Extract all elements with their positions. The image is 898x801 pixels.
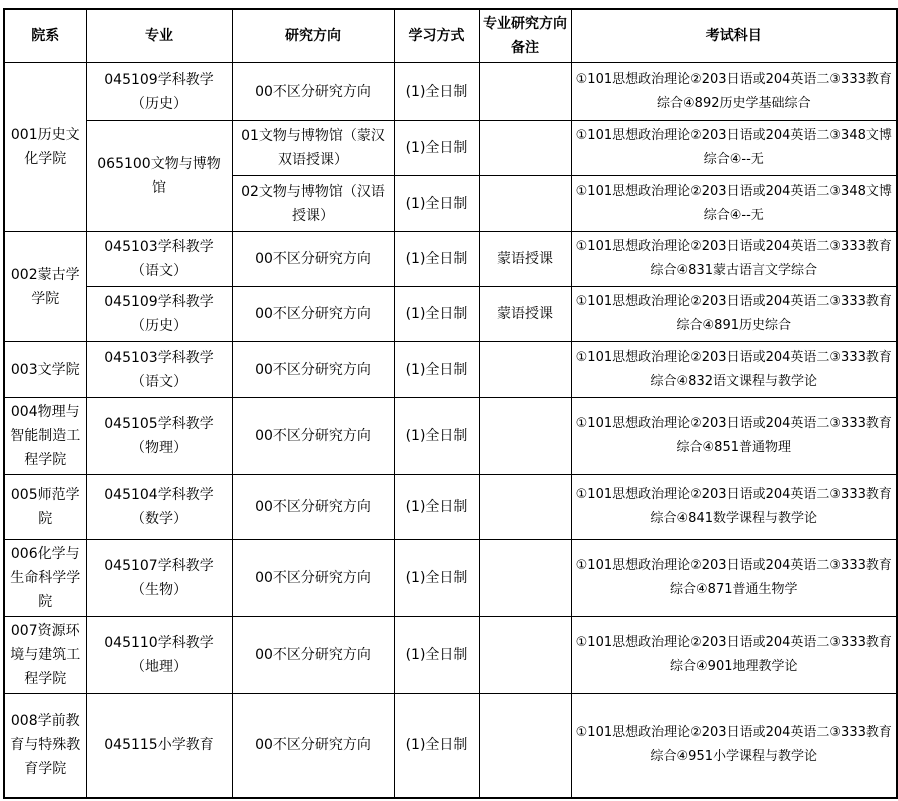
cell-major: 045109学科教学（历史） [86, 63, 232, 121]
cell-note [479, 342, 571, 398]
cell-major: 045103学科教学（语文） [86, 232, 232, 287]
cell-study-mode: (1)全日制 [394, 63, 479, 121]
cell-department: 005师范学院 [4, 475, 86, 540]
cell-direction: 01文物与博物馆（蒙汉双语授课） [232, 121, 394, 176]
cell-direction: 00不区分研究方向 [232, 342, 394, 398]
cell-note [479, 121, 571, 176]
col-header-department: 院系 [4, 9, 86, 63]
cell-exam-subjects: ①101思想政治理论②203日语或204英语二③333教育综合④951小学课程与教学论 [571, 694, 897, 798]
cell-exam-subjects: ①101思想政治理论②203日语或204英语二③333教育综合④851普通物理 [571, 398, 897, 475]
cell-study-mode: (1)全日制 [394, 475, 479, 540]
cell-note [479, 694, 571, 798]
cell-note: 蒙语授课 [479, 232, 571, 287]
cell-major: 045110学科教学（地理） [86, 617, 232, 694]
cell-major: 065100文物与博物馆 [86, 121, 232, 232]
cell-direction: 00不区分研究方向 [232, 63, 394, 121]
cell-note [479, 617, 571, 694]
table-row [4, 342, 897, 398]
table-row [4, 232, 897, 287]
cell-direction: 00不区分研究方向 [232, 398, 394, 475]
cell-exam-subjects: ①101思想政治理论②203日语或204英语二③348文博综合④--无 [571, 121, 897, 176]
cell-study-mode: (1)全日制 [394, 176, 479, 232]
table-row [4, 694, 897, 798]
cell-department: 002蒙古学学院 [4, 232, 86, 342]
cell-exam-subjects: ①101思想政治理论②203日语或204英语二③333教育综合④841数学课程与教学论 [571, 475, 897, 540]
cell-department: 008学前教育与特殊教育学院 [4, 694, 86, 798]
cell-note: 蒙语授课 [479, 287, 571, 342]
cell-major: 045105学科教学（物理） [86, 398, 232, 475]
col-header-exam-subjects: 考试科目 [571, 9, 897, 63]
table-row [4, 121, 897, 176]
cell-major: 045103学科教学（语文） [86, 342, 232, 398]
cell-study-mode: (1)全日制 [394, 398, 479, 475]
col-header-major: 专业 [86, 9, 232, 63]
cell-study-mode: (1)全日制 [394, 232, 479, 287]
cell-direction: 02文物与博物馆（汉语授课） [232, 176, 394, 232]
cell-study-mode: (1)全日制 [394, 342, 479, 398]
cell-note [479, 398, 571, 475]
cell-major: 045109学科教学（历史） [86, 287, 232, 342]
cell-exam-subjects: ①101思想政治理论②203日语或204英语二③333教育综合④871普通生物学 [571, 540, 897, 617]
cell-note [479, 176, 571, 232]
cell-department: 004物理与智能制造工程学院 [4, 398, 86, 475]
table-row [4, 287, 897, 342]
cell-department: 007资源环境与建筑工程学院 [4, 617, 86, 694]
cell-note [479, 475, 571, 540]
cell-direction: 00不区分研究方向 [232, 287, 394, 342]
col-header-direction-note: 专业研究方向备注 [479, 9, 571, 63]
cell-study-mode: (1)全日制 [394, 617, 479, 694]
col-header-study-mode: 学习方式 [394, 9, 479, 63]
cell-exam-subjects: ①101思想政治理论②203日语或204英语二③333教育综合④892历史学基础综合 [571, 63, 897, 121]
admissions-table [3, 8, 898, 799]
cell-note [479, 540, 571, 617]
cell-major: 045115小学教育 [86, 694, 232, 798]
cell-direction: 00不区分研究方向 [232, 617, 394, 694]
cell-exam-subjects: ①101思想政治理论②203日语或204英语二③333教育综合④831蒙古语言文学综合 [571, 232, 897, 287]
cell-major: 045107学科教学（生物） [86, 540, 232, 617]
col-header-research-direction: 研究方向 [232, 9, 394, 63]
table-row [4, 540, 897, 617]
cell-direction: 00不区分研究方向 [232, 540, 394, 617]
cell-study-mode: (1)全日制 [394, 121, 479, 176]
cell-department: 001历史文化学院 [4, 63, 86, 232]
cell-study-mode: (1)全日制 [394, 287, 479, 342]
cell-direction: 00不区分研究方向 [232, 475, 394, 540]
table-row [4, 398, 897, 475]
cell-exam-subjects: ①101思想政治理论②203日语或204英语二③348文博综合④--无 [571, 176, 897, 232]
cell-study-mode: (1)全日制 [394, 694, 479, 798]
cell-note [479, 63, 571, 121]
cell-exam-subjects: ①101思想政治理论②203日语或204英语二③333教育综合④901地理教学论 [571, 617, 897, 694]
table-row [4, 475, 897, 540]
cell-department: 006化学与生命科学学院 [4, 540, 86, 617]
cell-exam-subjects: ①101思想政治理论②203日语或204英语二③333教育综合④891历史综合 [571, 287, 897, 342]
table-row [4, 617, 897, 694]
cell-study-mode: (1)全日制 [394, 540, 479, 617]
cell-exam-subjects: ①101思想政治理论②203日语或204英语二③333教育综合④832语文课程与教学论 [571, 342, 897, 398]
cell-direction: 00不区分研究方向 [232, 694, 394, 798]
cell-direction: 00不区分研究方向 [232, 232, 394, 287]
table-row [4, 63, 897, 121]
cell-department: 003文学院 [4, 342, 86, 398]
table-header-row [4, 9, 897, 63]
cell-major: 045104学科教学（数学） [86, 475, 232, 540]
